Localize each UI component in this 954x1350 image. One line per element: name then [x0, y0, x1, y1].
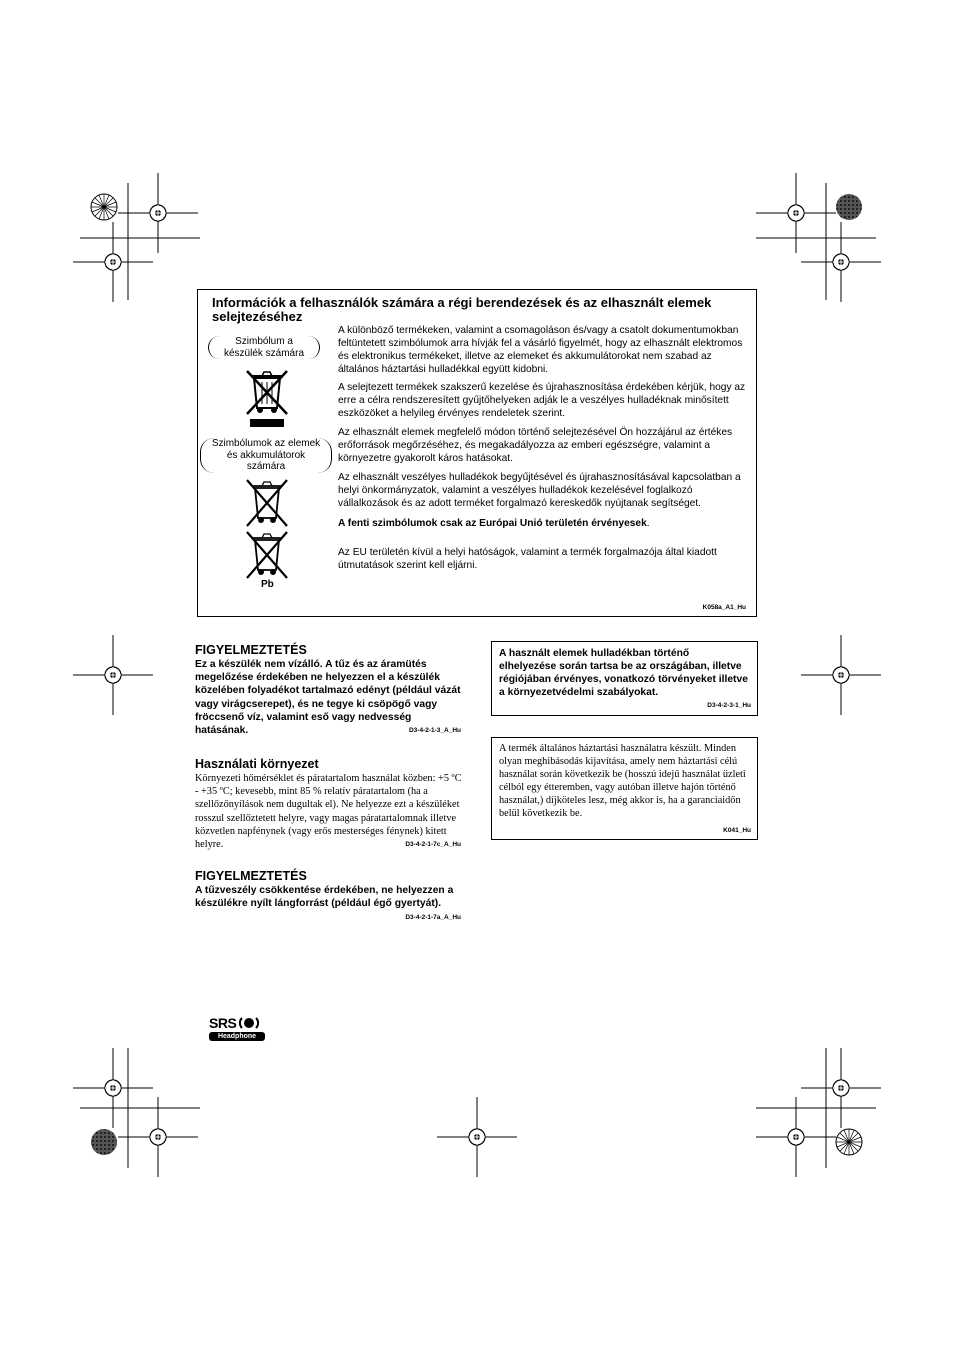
srs-circle-icon	[238, 1016, 260, 1030]
environment-heading: Használati környezet	[195, 757, 319, 771]
warning-fire	[195, 869, 463, 921]
eu-note	[338, 517, 748, 530]
outside-eu-note: Az EU területén kívül a helyi hatóságok, valamint a termék forgalmazója által kiadott útmutatások szerint kell eljárni.	[338, 547, 717, 571]
household-use-box	[491, 737, 758, 840]
warning-water-text: Ez a készülék nem vízálló. A tűz és az áramütés megelőzése érdekében ne helyezzen el a készülék közelében folyadékot tartalmazó edényt (például vázát vagy virágcserepet), és ne tegye ki csöpögő vagy fröccsenő víz, valamint eső vagy nedvesség hatásának.	[195, 659, 461, 737]
household-use-code: K041_Hu	[723, 827, 751, 834]
battery-disposal-text: A használt elemek hulladékban történő elhelyezése során tartsa be az országában, illetve régiójában érvényes, vonatkozó törvényeket illetve a környezetvédelmi szabályokat.	[499, 648, 748, 698]
eu-note-bold: A fenti szimbólumok csak az Európai Unió területén érvényesek	[338, 518, 647, 529]
household-use-text: A termék általános háztartási használatra készült. Minden olyan meghibásodás kijavítása, amely nem háztartási célú használat során következik be (hosszú idejű használat üzleti célból egy étteremben, vagy autóban illetve hajón történő használat,) díjköteles lesz, még akkor is, ha a garanciaidőn belül következik be.	[499, 743, 746, 819]
warning-water	[195, 643, 463, 737]
crossed-bin-battery-icon	[242, 476, 292, 532]
symbol-battery-label: Szimbólumok az elemek és akkumulátorok számára	[200, 438, 332, 473]
srs-logo-text: SRS	[209, 1015, 237, 1031]
eu-note-end: .	[646, 518, 650, 529]
environment-code: D3-4-2-1-7c_A_Hu	[405, 841, 461, 848]
srs-logo-subtext: Headphone	[209, 1032, 265, 1041]
warning-water-code: D3-4-2-1-3_A_Hu	[408, 727, 461, 734]
paragraph-3: Az elhasznált elemek megfelelő módon történő selejtezésével Ön hozzájárul az értékes erőforrások megőrzéséhez, és megakadályozza az emberi egészségre, valamint a környezetre gyakorolt káros hatásokat.	[338, 427, 733, 464]
warning-fire-heading: FIGYELMEZTETÉS	[195, 869, 307, 883]
info-box-code: K058a_A1_Hu	[702, 604, 746, 611]
paragraph-1: A különböző termékeken, valamint a csomagoláson és/vagy a csatolt dokumentumokban feltüntetett szimbólumok arra hívják fel a vásárló figyelmét, hogy az elhasznált elektromos és elektronikus termékeket, illetve az elemeket és akkumulátorokat nem szabad az általános háztartási hulladékkal együtt kidobni.	[338, 325, 743, 375]
warning-fire-code: D3-4-2-1-7a_A_Hu	[405, 914, 461, 921]
environment-section	[195, 757, 463, 851]
pb-label: Pb	[261, 579, 274, 590]
warning-fire-text: A tűzveszély csökkentése érdekében, ne helyezzen a készülékre nyílt lángforrást (például égő gyertyát).	[195, 885, 454, 910]
crossed-bin-icon	[242, 366, 292, 424]
black-bar	[250, 419, 284, 427]
warning-water-heading: FIGYELMEZTETÉS	[195, 643, 307, 657]
battery-disposal-box	[491, 641, 758, 716]
srs-headphone-logo	[209, 1015, 265, 1041]
crossed-bin-pb-icon	[242, 530, 292, 580]
paragraph-2: A selejtezett termékek szakszerű kezelése és újrahasznosítása érdekében kérjük, hogy az erre a célra rendszeresített gyűjtőhelyeken adják le a veszélyes hulladéknak minősített eszközöket a helyileg érvényes rendeletek szerint.	[338, 382, 746, 419]
disposal-info-box	[197, 289, 757, 617]
disposal-info-title: Információk a felhasználók számára a régi berendezések és az elhasznált elemek selejtezéséhez	[212, 295, 712, 324]
disposal-text-column	[338, 324, 748, 572]
environment-text: Környezeti hőmérséklet és páratartalom használat közben: +5 ºC - +35 ºC; kevesebb, mint 85 % relatív páratartalom (ha a szellőzőnyílások nem dugultak el). Ne helyezze ezt a készüléket rosszul szellőztetett helyre, vagy magas páratartalomnak illetve közvetlen napfénynek (vagy erős mesterséges fénynek) kitett helyre.	[195, 773, 462, 851]
paragraph-4: Az elhasznált veszélyes hulladékok begyűjtésével és újrahasznosításával kapcsolatban a helyi önkormányzatok, valamint a veszélyes hulladékok kezelésével foglalkozó vállalkozások és az adott terméket forgalmazó kereskedők nyújtanak segítséget.	[338, 472, 741, 509]
battery-disposal-code: D3-4-2-3-1_Hu	[707, 702, 751, 709]
symbol-device-label: Szimbólum a készülék számára	[208, 336, 320, 359]
